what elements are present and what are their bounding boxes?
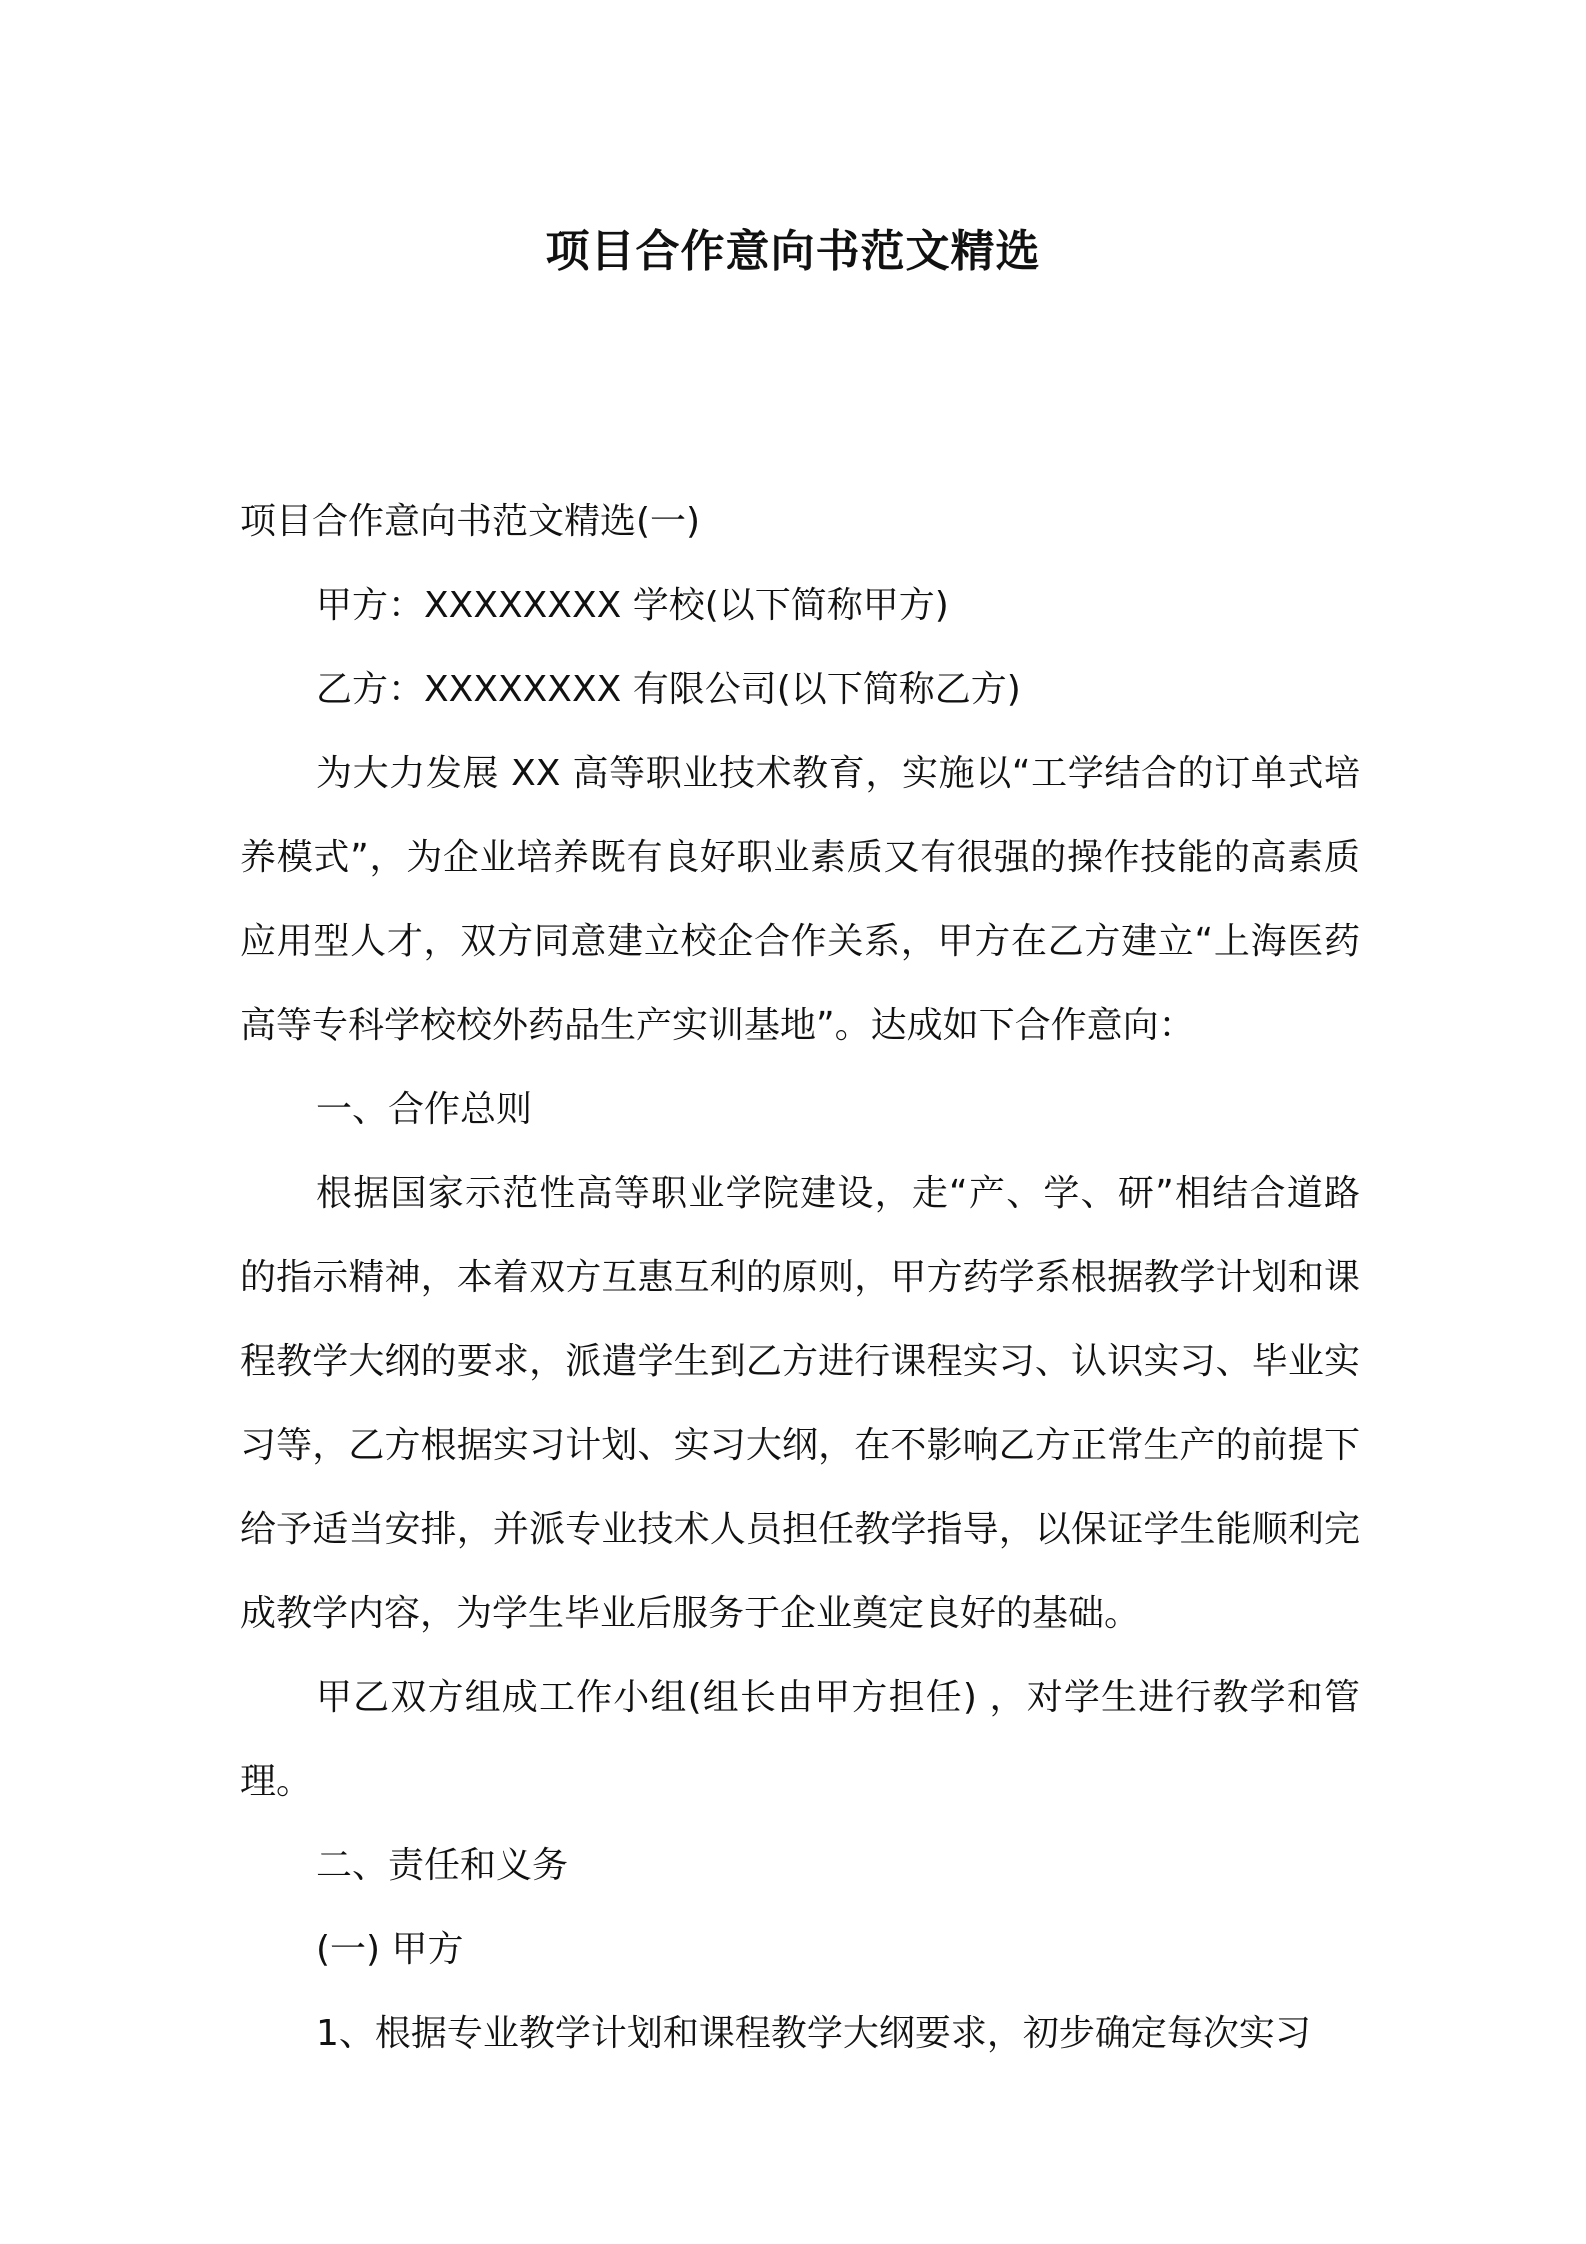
- party-a-line: 甲方：XXXXXXXX 学校(以下简称甲方): [316, 585, 949, 626]
- section-2-subheading-party-a: (一) 甲方: [316, 1929, 464, 1970]
- list-item-1: 1、根据专业教学计划和课程教学大纲要求，初步确定每次实习: [316, 2013, 1311, 2054]
- intro-paragraph: 为大力发展 XX 高等职业技术教育，实施以“工学结合的订单式培养模式”，为企业培养既有良好职业素质又有很强的操作技能的高素质应用型人才，双方同意建立校企合作关系，甲方在乙方建立“上海医药高等专科学校校外药品生产实训基地”。达成如下合作意向：: [240, 753, 1360, 1046]
- section-2-heading: 二、责任和义务: [316, 1845, 569, 1886]
- document-body: [240, 480, 1360, 2076]
- document-subtitle: 项目合作意向书范文精选(一): [240, 501, 701, 542]
- party-b-line: 乙方：XXXXXXXX 有限公司(以下简称乙方): [316, 669, 1021, 710]
- document-title: 项目合作意向书范文精选: [545, 226, 1041, 277]
- section-1-paragraph-2: 甲乙双方组成工作小组(组长由甲方担任) ，对学生进行教学和管理。: [240, 1677, 1360, 1802]
- section-1-paragraph-1: 根据国家示范性高等职业学院建设，走“产、学、研”相结合道路的指示精神，本着双方互惠互利的原则，甲方药学系根据教学计划和课程教学大纲的要求，派遣学生到乙方进行课程实习、认识实习、毕业实习等，乙方根据实习计划、实习大纲，在不影响乙方正常生产的前提下给予适当安排，并派专业技术人员担任教学指导，以保证学生能顺利完成教学内容，为学生毕业后服务于企业奠定良好的基础。: [240, 1173, 1360, 1634]
- section-1-heading: 一、合作总则: [316, 1089, 533, 1130]
